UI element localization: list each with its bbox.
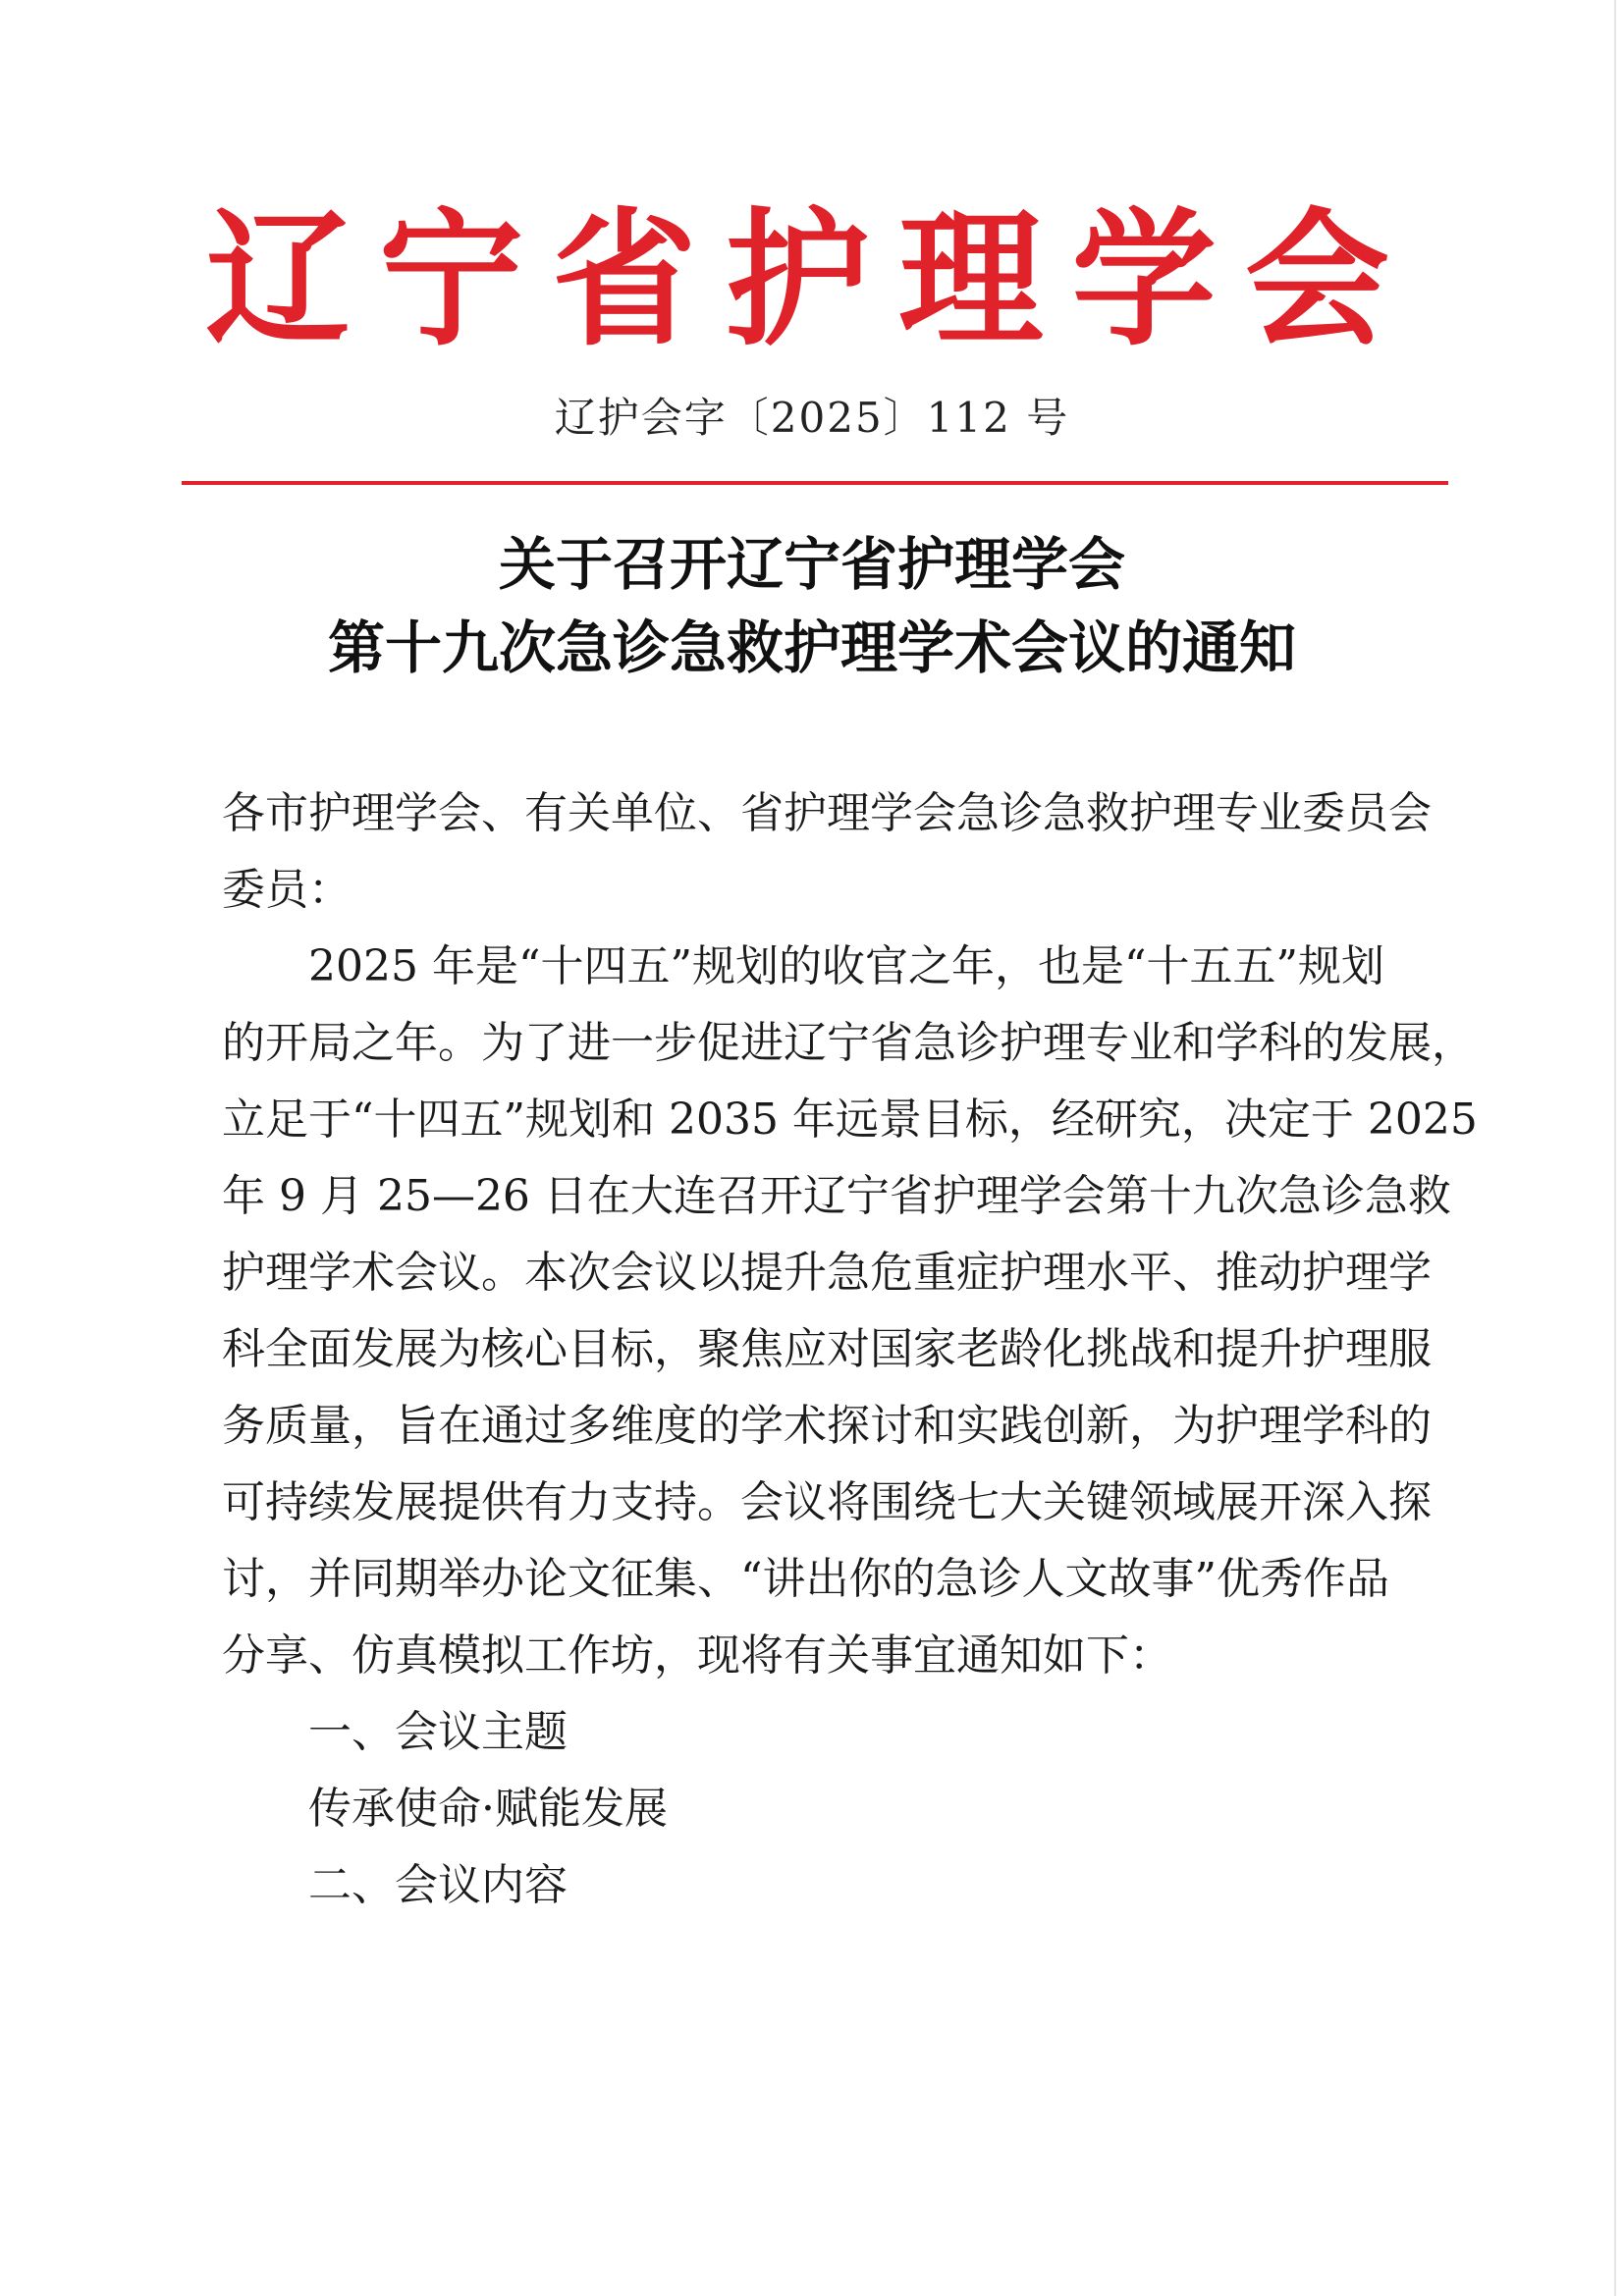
body-line: 分享、仿真模拟工作坊，现将有关事宜通知如下： bbox=[222, 1630, 1172, 1681]
body-line: 讨，并同期举办论文征集、“讲出你的急诊人文故事”优秀作品 bbox=[222, 1554, 1389, 1604]
document-title-line-2: 第十九次急诊急救护理学术会议的通知 bbox=[327, 614, 1296, 681]
body-line: 务质量，旨在通过多维度的学术探讨和实践创新，为护理学科的 bbox=[222, 1401, 1432, 1451]
body-line: 的开局之年。为了进一步促进辽宁省急诊护理专业和学科的发展， bbox=[222, 1018, 1475, 1068]
body-line: 年 9 月 25—26 日在大连召开辽宁省护理学会第十九次急诊急救 bbox=[222, 1171, 1451, 1221]
section-2-heading: 二、会议内容 bbox=[308, 1860, 568, 1910]
body-line: 科全面发展为核心目标，聚焦应对国家老龄化挑战和提升护理服 bbox=[222, 1324, 1432, 1374]
section-1-content: 传承使命·赋能发展 bbox=[308, 1784, 668, 1834]
body-line: 护理学术会议。本次会议以提升急危重症护理水平、推动护理学 bbox=[222, 1248, 1432, 1298]
document-number: 辽护会字〔2025〕112 号 bbox=[554, 394, 1070, 442]
body-line: 立足于“十四五”规划和 2035 年远景目标，经研究，决定于 2025 bbox=[222, 1095, 1478, 1145]
document-title-line-1: 关于召开辽宁省护理学会 bbox=[498, 531, 1125, 598]
organization-header: 辽宁省护理学会 bbox=[205, 193, 1419, 366]
red-divider-line bbox=[182, 481, 1448, 485]
body-line: 委员： bbox=[222, 865, 352, 915]
body-line: 可持续发展提供有力支持。会议将围绕七大关键领域展开深入探 bbox=[222, 1477, 1432, 1527]
scan-edge-line bbox=[1614, 0, 1616, 2296]
body-line: 2025 年是“十四五”规划的收官之年，也是“十五五”规划 bbox=[308, 941, 1384, 991]
section-1-heading: 一、会议主题 bbox=[308, 1707, 568, 1757]
body-line: 各市护理学会、有关单位、省护理学会急诊急救护理专业委员会 bbox=[222, 788, 1432, 838]
